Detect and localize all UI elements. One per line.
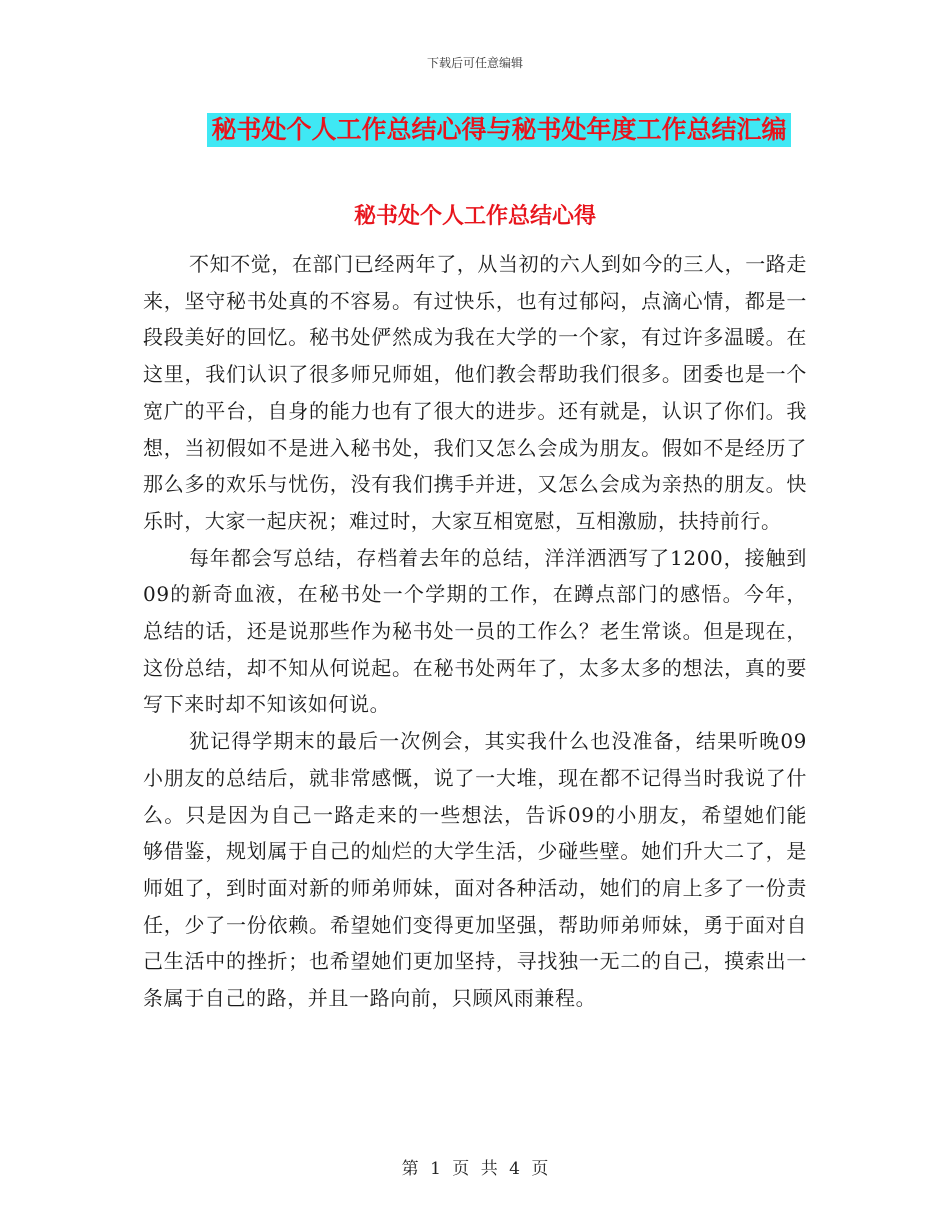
paragraph: 不知不觉，在部门已经两年了，从当初的六人到如今的三人，一路走来，坚守秘书处真的不容易。有过快乐，也有过郁闷，点滴心情，都是一段段美好的回忆。秘书处俨然成为我在大学的一个家，有过许多温暖。在这里，我们认识了很多师兄师姐，他们教会帮助我们很多。团委也是一个宽广的平台，自身的能力也有了很大的进步。还有就是，认识了你们。我想，当初假如不是进入秘书处，我们又怎么会成为朋友。假如不是经历了那么多的欢乐与忧伤，没有我们携手并进，又怎么会成为亲热的朋友。快乐时，大家一起庆祝；难过时，大家互相宽慰，互相激励，扶持前行。 — [143, 252, 807, 533]
paragraph: 犹记得学期末的最后一次例会，其实我什么也没准备，结果听晚09小朋友的总结后，就非常感慨，说了一大堆，现在都不记得当时我说了什么。只是因为自己一路走来的一些想法，告诉09的小朋友，希望她们能够借鉴，规划属于自己的灿烂的大学生活，少碰些壁。她们升大二了，是师姐了，到时面对新的师弟师妹，面对各种活动，她们的肩上多了一份责任，少了一份依赖。希望她们变得更加坚强，帮助师弟师妹，勇于面对自己生活中的挫折；也希望她们更加坚持，寻找独一无二的自己，摸索出一条属于自己的路，并且一路向前，只顾风雨兼程。 — [143, 729, 807, 1011]
page-footer: 第 1 页 共 4 页 — [401, 1159, 549, 1179]
page-header-note: 下载后可任意编辑 — [426, 56, 523, 70]
section-title: 秘书处个人工作总结心得 — [353, 204, 596, 229]
document-title: 秘书处个人工作总结心得与秘书处年度工作总结汇编 — [207, 113, 790, 147]
paragraph: 每年都会写总结，存档着去年的总结，洋洋洒洒写了1200，接触到09的新奇血液，在秘书处一个学期的工作，在蹲点部门的感悟。今年，总结的话，还是说那些作为秘书处一员的工作么？老生常谈。但是现在，这份总结，却不知从何说起。在秘书处两年了，太多太多的想法，真的要写下来时却不知该如何说。 — [143, 545, 807, 717]
document-title-wrap — [0, 113, 950, 147]
body-text — [143, 246, 807, 1017]
